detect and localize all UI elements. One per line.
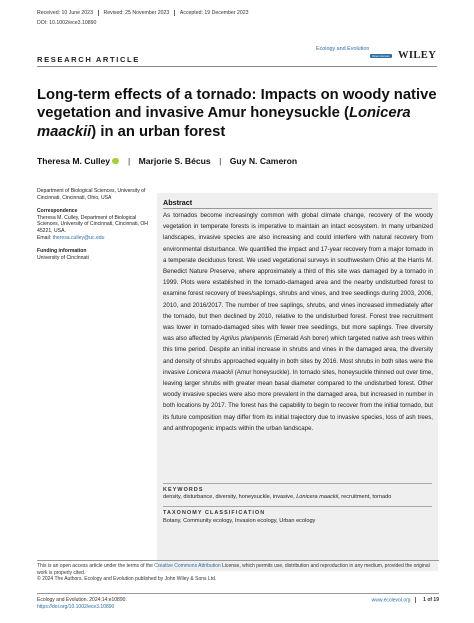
separator: |	[219, 156, 222, 166]
species-name: Lonicera maackii	[296, 494, 339, 500]
abstract-panel	[157, 193, 438, 571]
separator	[98, 10, 99, 16]
license-text-pre: This is an open access article under the terms of the	[37, 563, 155, 569]
journal-site-link[interactable]: www.ecolevol.org	[371, 597, 411, 604]
doi-link[interactable]: https://doi.org/10.1002/ece3.10890	[37, 603, 115, 610]
author-list	[37, 156, 297, 166]
separator	[415, 597, 416, 603]
taxonomy-heading: TAXONOMY CLASSIFICATION	[163, 510, 266, 516]
header-divider	[37, 66, 437, 67]
funding-block	[37, 248, 155, 261]
abstract-text: As tornados become increasingly common with global climate change, recovery of the woody vegetation in temperate forests is imperative to maintain an intact ecosystem. In many urbanized landscapes, invasive species are also increasing and could interfere with natural recovery from environmental disturbance. We quantified the impact and 17-year recovery from a major tornado in a temperate deciduous forest. We used vegetational surveys in southwestern Ohio at the Harris M. Benedict Nature Preserve, where approximately a third of this site was damaged by a tornado in 1999. Plots were established in the tornado-damaged area and the nearby undisturbed forest to examine forest recovery of trees/saplings, shrubs and vines, and tree seedlings during 2003, 2006, 2010, and 2016/2017. The number of tree saplings, shrubs, and vines increased immediately after the tornado, but then declined by 2010, relative to the undisturbed forest. Forest tree recruitment was lower in tornado-damaged sites with fewer tree seedlings, but more saplings. Tree diversity was also affected by Agrilus planipennis (Emerald Ash borer) which targeted native ash trees within this time period. Despite an initial increase in shrubs and vines in the damaged area, the diversity and density of shrubs approached equality in both sites by 2016. Most shrubs in both sites were the invasive Lonicera maackii (Amur honeysuckle). In tornado sites, honeysuckle thinned out over time, leaving larger shrubs with greater mean basal diameter compared to the undisturbed forest. Other woody invasive species were also more prevalent in the damaged area, but increased in number in both locations by 2017. The forest has the capability to begin to recover from the initial tornado, but its future composition may differ from its initial trajectory due to invasive species, loss of ash trees, and anthropogenic impacts within the urban landscape.	[163, 212, 434, 432]
separator	[174, 10, 175, 16]
license-notice	[37, 563, 439, 583]
journal-brand	[316, 46, 436, 68]
keywords-text: density, disturbance, diversity, honeysuckle, invasive, Lonicera maackii, recruitment, tornado	[163, 494, 392, 500]
affiliation: Department of Biological Sciences, University of Cincinnati, Cincinnati, Ohio, USA	[37, 188, 146, 201]
taxonomy-text: Botany, Community ecology, Invasion ecology, Urban ecology	[163, 518, 316, 524]
keywords-heading: KEYWORDS	[163, 487, 204, 493]
correspondence-text: Theresa M. Culley, Department of Biological Sciences, University of Cincinnati, Cincinnati, OH 45221, USA.	[37, 214, 148, 234]
license-link[interactable]: Creative Commons Attribution	[154, 563, 221, 569]
abstract-heading: Abstract	[163, 198, 193, 207]
footer-divider	[37, 593, 439, 594]
orcid-icon[interactable]	[112, 158, 119, 165]
author-name[interactable]: Guy N. Cameron	[229, 156, 298, 166]
correspondence-block	[37, 208, 155, 241]
species-name: Lonicera maackii	[37, 105, 411, 140]
funding-text: University of Cincinnati	[37, 254, 89, 261]
license-divider	[37, 560, 439, 561]
article-info-column	[37, 188, 155, 268]
article-title	[37, 86, 442, 141]
doi-header[interactable]: DOI: 10.1002/ece3.10890	[37, 20, 97, 26]
species-name: Lonicera maackii	[186, 368, 233, 376]
title-text: Long-term effects of a tornado: Impacts on woody native vegetation and invasive Amur honeysuckle (Lonicera maackii) in an urban forest	[37, 87, 437, 140]
accepted-date: Accepted: 19 December 2023	[179, 10, 249, 16]
separator: |	[127, 156, 131, 166]
publisher-logo: WILEY	[398, 50, 437, 61]
article-type: RESEARCH ARTICLE	[37, 55, 140, 64]
correspondence-heading: Correspondence	[37, 208, 78, 215]
correspondence-email-line	[37, 235, 155, 242]
footer-citation	[37, 597, 127, 611]
email-label: Email:	[37, 234, 52, 241]
license-text-post: License, which permits use, distribution and reproduction in any medium, provided the original work is properly cited.	[37, 563, 430, 576]
history-dates	[37, 10, 249, 16]
funding-heading: Funding information	[37, 248, 87, 255]
open-access-badge: Open Access	[372, 54, 390, 58]
author-name[interactable]: Marjorie S. Bécus	[138, 156, 211, 166]
received-date: Received: 10 June 2023	[37, 10, 93, 16]
abstract-divider	[163, 208, 432, 209]
email-link[interactable]: theresa.culley@uc.edu	[52, 234, 105, 241]
footer-meta	[372, 597, 439, 603]
revised-date: Revised: 25 November 2023	[103, 10, 170, 16]
species-name: Agrilus planipennis	[220, 335, 272, 343]
citation-text: Ecology and Evolution. 2024;14:e10890.	[37, 597, 127, 603]
copyright-text: © 2024 The Authors. Ecology and Evolution published by John Wiley & Sons Ltd.	[37, 576, 217, 583]
author-name[interactable]: Theresa M. Culley	[37, 156, 111, 166]
journal-logo-text: Ecology and Evolution	[316, 46, 370, 52]
page-number: 1 of 19	[423, 597, 439, 604]
